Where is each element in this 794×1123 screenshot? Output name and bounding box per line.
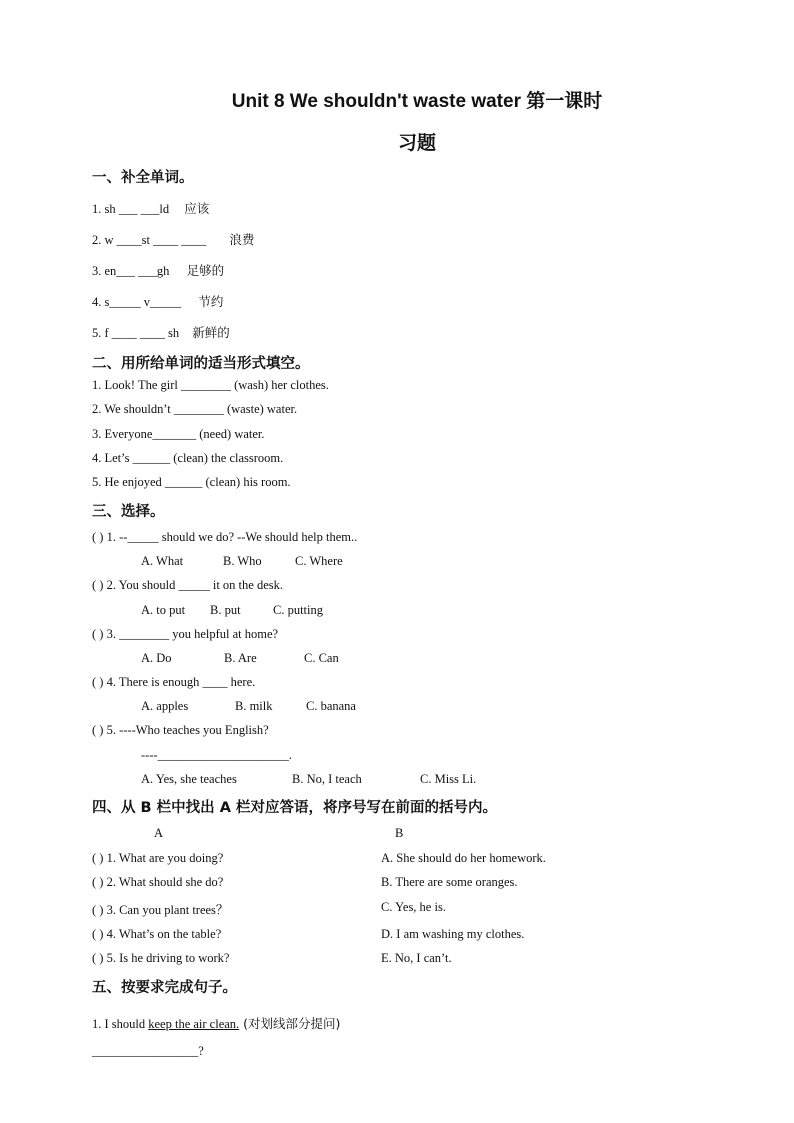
underlined-phrase: keep the air clean. (148, 1017, 240, 1031)
section2-item: 5. He enjoyed ______ (clean) his room. (92, 475, 291, 489)
match-b-item: E. No, I can’t. (381, 951, 452, 965)
item-meaning: 应该 (184, 201, 210, 216)
match-b-item: A. She should do her homework. (381, 851, 546, 865)
item-word: 1. sh ___ ___ld (92, 202, 170, 216)
question-text: ( ) 4. There is enough ____ here. (92, 675, 256, 689)
option-a: A. Do (141, 651, 172, 665)
section4-heading: 四、从 B 栏中找出 A 栏对应答语，将序号写在前面的括号内。 (92, 800, 497, 816)
section1-item (92, 323, 230, 341)
item-word: 4. s_____ v_____ (92, 295, 182, 309)
match-b-item: C. Yes, he is. (381, 900, 446, 914)
match-a-item: ( ) 1. What are you doing? (92, 851, 224, 865)
section2-item: 2. We shouldn’t ________ (waste) water. (92, 402, 298, 416)
match-b-item: B. There are some oranges. (381, 875, 518, 889)
match-a-item: ( ) 2. What should she do? (92, 875, 224, 889)
question-options (141, 772, 476, 787)
section2-item: 4. Let’s ______ (clean) the classroom. (92, 451, 284, 465)
page-subtitle: 习题 (397, 133, 436, 154)
match-b-item: D. I am washing my clothes. (381, 927, 525, 941)
item-meaning: 新鲜的 (192, 325, 230, 340)
match-a-item: ( ) 5. Is he driving to work? (92, 951, 230, 965)
option-b: B. put (210, 603, 241, 617)
page-title: Unit 8 We shouldn't waste water 第一课时 (231, 91, 603, 112)
section1-item (92, 230, 254, 248)
option-b: B. milk (235, 699, 273, 713)
section1-item (92, 199, 209, 217)
item-meaning: 浪费 (229, 232, 255, 247)
section2-item: 3. Everyone_______ (need) water. (92, 427, 265, 441)
question-prefix: 1. I should (92, 1017, 149, 1031)
section3-heading: 三、选择。 (92, 504, 165, 520)
item-word: 3. en___ ___gh (92, 264, 170, 278)
section2-heading: 二、用所给单词的适当形式填空。 (92, 356, 310, 372)
column-a-header: A (154, 826, 164, 840)
question-text: ( ) 2. You should _____ it on the desk. (92, 578, 283, 592)
match-a-item: ( ) 3. Can you plant trees？ (92, 903, 229, 917)
question-options (141, 554, 343, 569)
section1-item (92, 292, 223, 310)
option-c: C. Can (304, 651, 339, 665)
section5-question (92, 1014, 340, 1032)
item-word: 5. f ____ ____ sh (92, 326, 180, 340)
section5-heading: 五、按要求完成句子。 (92, 980, 237, 996)
question-text: ( ) 3. ________ you helpful at home? (92, 627, 279, 641)
question-note: (对划线部分提问) (239, 1016, 341, 1031)
section1-heading: 一、补全单词。 (92, 170, 194, 186)
question-options (141, 699, 356, 714)
option-c: C. Where (295, 554, 343, 568)
option-b: B. No, I teach (292, 772, 362, 786)
question-options (141, 651, 339, 666)
item-meaning: 节约 (198, 294, 224, 309)
option-a: A. What (141, 554, 184, 568)
option-c: C. Miss Li. (420, 772, 477, 786)
item-word: 2. w ____st ____ ____ (92, 233, 207, 247)
question-text: ( ) 5. ----Who teaches you English? (92, 723, 269, 737)
match-a-item: ( ) 4. What’s on the table? (92, 927, 222, 941)
question-options (141, 603, 323, 618)
option-a: A. Yes, she teaches (141, 772, 237, 786)
option-a: A. to put (141, 603, 186, 617)
option-a: A. apples (141, 699, 189, 713)
item-meaning: 足够的 (186, 263, 225, 278)
option-b: B. Are (224, 651, 257, 665)
question-text: ( ) 1. --_____ should we do? --We should help them.. (92, 530, 358, 544)
answer-blank: ----_____________________. (141, 748, 293, 762)
section1-item (92, 261, 224, 279)
answer-line: _________________? (92, 1044, 204, 1058)
option-c: C. putting (273, 603, 324, 617)
option-b: B. Who (223, 554, 262, 568)
column-b-header: B (395, 826, 404, 840)
option-c: C. banana (306, 699, 356, 713)
section2-item: 1. Look! The girl ________ (wash) her clothes. (92, 378, 329, 392)
